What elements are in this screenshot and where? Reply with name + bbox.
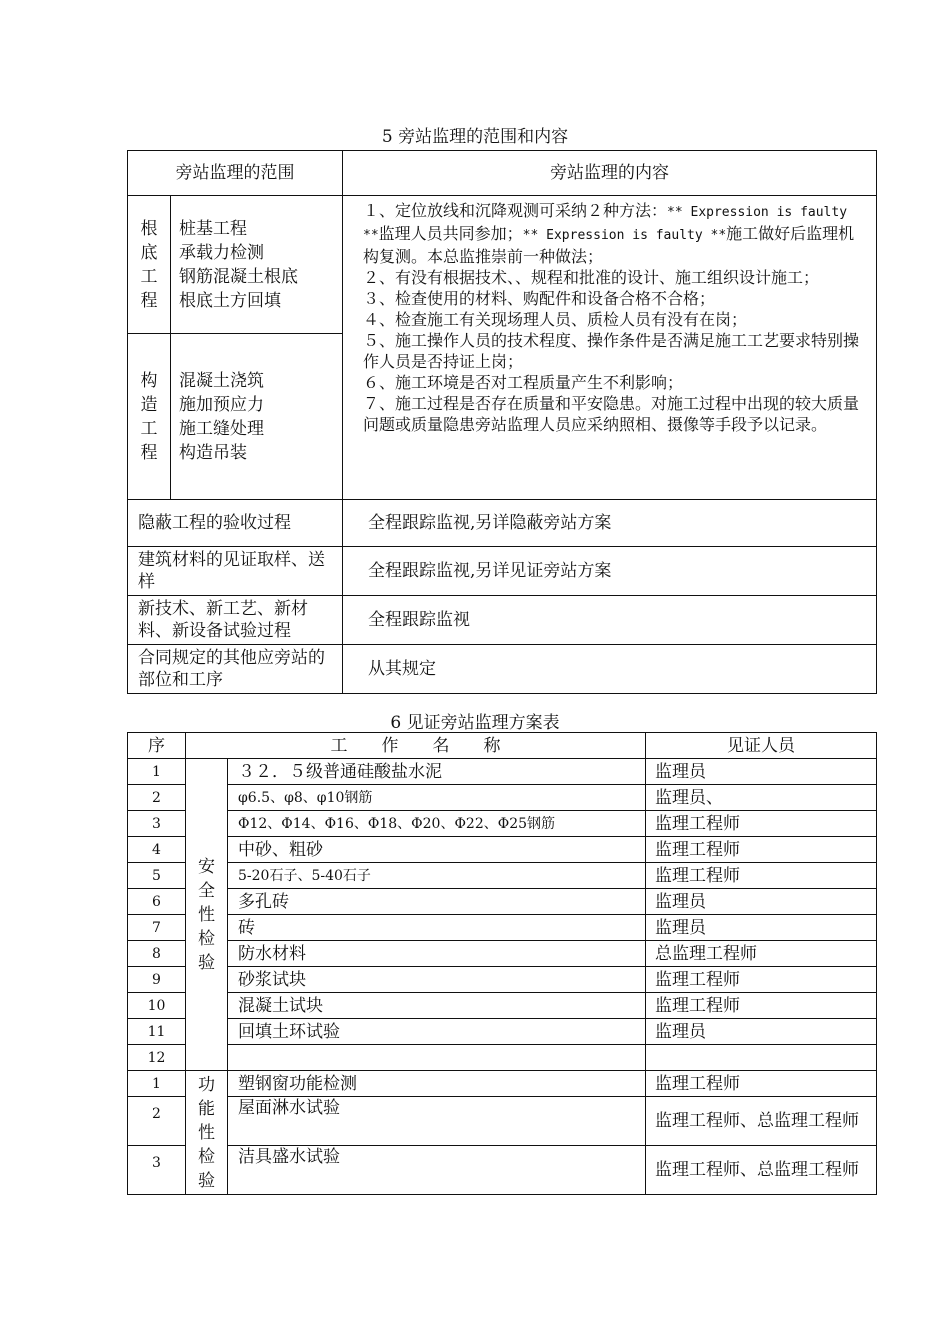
list-item: 施工缝处理 <box>179 418 264 439</box>
table-row: 4 中砂、粗砂 监理工程师 <box>128 837 877 863</box>
function-check-label: 功 能 性 检 验 <box>186 1071 228 1195</box>
table-row: 5 5-20石子、5-40石子 监理工程师 <box>128 863 877 889</box>
table-row: 2 屋面淋水试验 监理工程师、总监理工程师 <box>128 1097 877 1146</box>
table-row: 8 防水材料 总监理工程师 <box>128 941 877 967</box>
list-item: 桩基工程 <box>179 218 247 239</box>
table-row: 2 φ6.5、φ8、φ10钢筋 监理员、 <box>128 785 877 811</box>
list-item: 构造吊装 <box>179 442 247 463</box>
table-row: 新技术、新工艺、新材料、新设备试验过程 全程跟踪监视 <box>128 596 877 645</box>
table6-caption: 6 见证旁站监理方案表 <box>390 713 560 733</box>
table-row: 隐蔽工程的验收过程 全程跟踪监视,另详隐蔽旁站方案 <box>128 500 877 547</box>
table-row: 10 混凝土试块 监理工程师 <box>128 993 877 1019</box>
table-row: 6 多孔砖 监理员 <box>128 889 877 915</box>
table-row: 建筑材料的见证取样、送样 全程跟踪监视,另详见证旁站方案 <box>128 547 877 596</box>
list-item: 施加预应力 <box>179 394 264 415</box>
supervision-content: １、定位放线和沉降观测可采纳２种方法：** Expression is faulty **监理人员共同参加；** Expression is faulty **施工做好后监理机构复测。本总监推崇前一种做法； ２、有没有根据技术、、规程和批准的设计、施工组织设计施工； ３、检查使用的材料、购配件和设备合格不合格； ４、检查施工有关现场理人员、质检人员有没有在岗； ５、施工操作人员的技术程度、操作条件是否满足施工工艺要求特别操作人员是否持证上岗； ６、施工环境是否对工程质量产生不利影响； ７、施工过程是否存在质量和平安隐患。对施工过程中出现的较大质量问题或质量隐患旁站监理人员应采纳照相、摄像等手段予以记录。 <box>343 196 877 500</box>
table-row: 1 功 能 性 检 验 塑钢窗功能检测 监理工程师 <box>128 1071 877 1097</box>
table-row: 11 回填土环试验 监理员 <box>128 1019 877 1045</box>
structure-label: 构 造 工 程 <box>128 334 171 500</box>
table-row: 9 砂浆试块 监理工程师 <box>128 967 877 993</box>
table-row: 3 洁具盛水试验 监理工程师、总监理工程师 <box>128 1146 877 1195</box>
list-item: 承载力检测 <box>179 242 264 263</box>
foundation-row <box>128 196 877 334</box>
table-row: 1 安 全 性 检 验 ３２．５级普通硅酸盐水泥 监理员 <box>128 759 877 785</box>
list-item: 混凝土浇筑 <box>179 370 264 391</box>
list-item: 根底土方回填 <box>179 290 281 311</box>
table-row: 3 Φ12、Φ14、Φ16、Φ18、Φ20、Φ22、Φ25钢筋 监理工程师 <box>128 811 877 837</box>
list-item: 钢筋混凝土根底 <box>179 266 298 287</box>
header-work: 工 作 名 称 <box>186 733 646 759</box>
table-row: 12 <box>128 1045 877 1071</box>
structure-items <box>171 334 343 500</box>
header-scope: 旁站监理的范围 <box>128 151 343 196</box>
header-who: 见证人员 <box>646 733 877 759</box>
safety-check-label: 安 全 性 检 验 <box>186 759 228 1071</box>
table-row: 合同规定的其他应旁站的部位和工序 从其规定 <box>128 645 877 694</box>
table6-header-row <box>128 733 877 759</box>
foundation-label: 根 底 工 程 <box>128 196 171 334</box>
witness-plan-table <box>127 732 877 1195</box>
header-content: 旁站监理的内容 <box>343 151 877 196</box>
table5-caption: 5 旁站监理的范围和内容 <box>381 127 569 147</box>
table-row: 7 砖 监理员 <box>128 915 877 941</box>
supervision-scope-table <box>127 150 877 694</box>
foundation-items <box>171 196 343 334</box>
header-no: 序 <box>128 733 186 759</box>
table5-header-row <box>128 151 877 196</box>
